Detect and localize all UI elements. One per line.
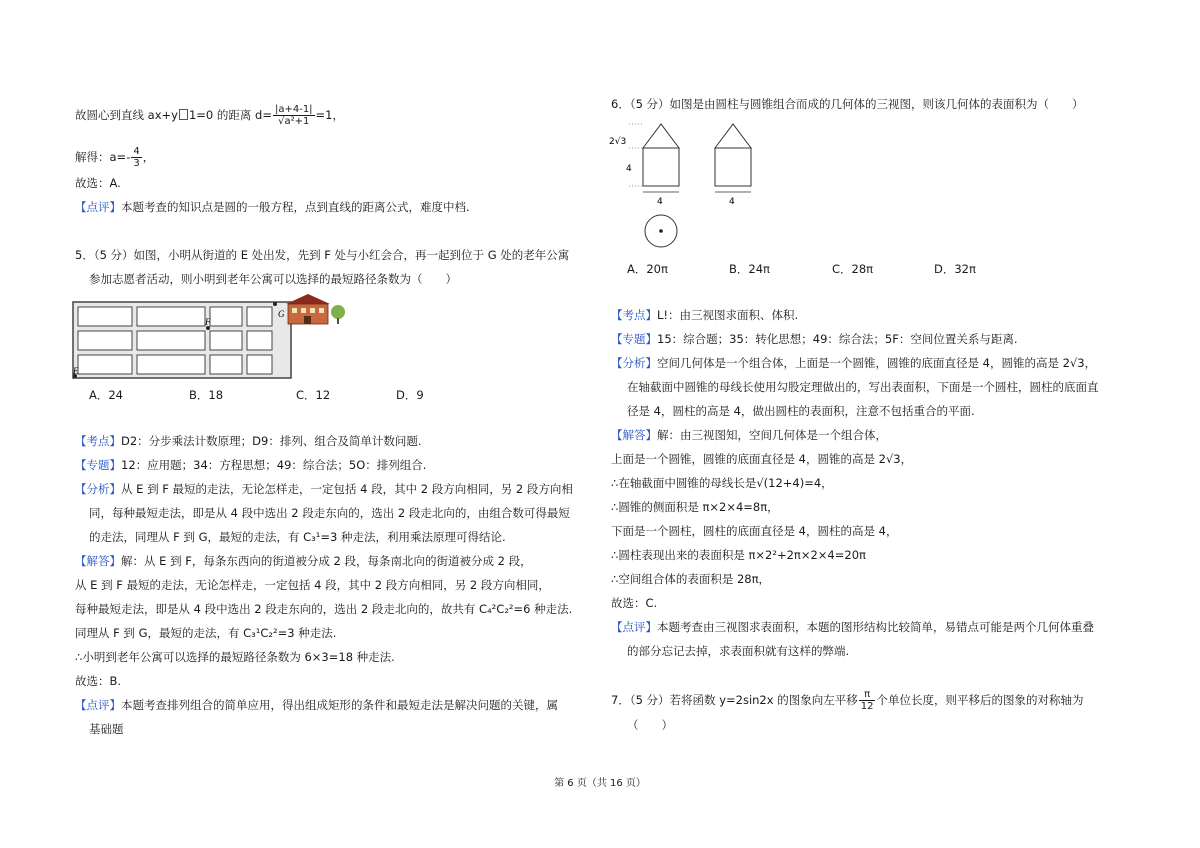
shift-fraction: $\frac{\pi}{12}$ bbox=[860, 689, 874, 712]
q4-solve-line: 解得：a=- $\frac{4}{3}$ ， bbox=[75, 146, 155, 169]
q5-option-d: D．9 bbox=[396, 388, 424, 402]
q6-jieda-line5: 下面是一个圆柱，圆柱的底面直径是 4，圆柱的高是 4， bbox=[611, 524, 898, 538]
q5-comment-line1: 【点评】本题考查排列组合的简单应用，得出组成矩形的条件和最短走法是解决问题的关键，属 bbox=[75, 698, 558, 712]
q6-fenxi-line2: 在轴截面中圆锥的母线长使用勾股定理做出的，写出表面积，下面是一个圆柱，圆柱的底面直 bbox=[627, 380, 1099, 394]
q7-stem-line1: 7．（5 分）若将函数 y=2sin2x 的图象向左平移 $\frac{\pi}{12}$ 个单位长度，则平移后的图象的对称轴为 bbox=[611, 689, 1084, 712]
q5-option-a: A．24 bbox=[89, 388, 124, 402]
q6-option-a: A．20π bbox=[627, 262, 668, 276]
q6-zhuanti: 【专题】15：综合题；35：转化思想；49：综合法；5F：空间位置关系与距离. bbox=[611, 332, 1018, 346]
q6-jieda-line3: ∴在轴截面中圆锥的母线长是√(12+4)=4， bbox=[611, 476, 833, 490]
q5-jieda-line5: ∴小明到老年公寓可以选择的最短路径条数为 6×3=18 种走法. bbox=[75, 650, 395, 664]
q6-jieda-line1: 【解答】解：由三视图知，空间几何体是一个组合体， bbox=[611, 428, 887, 442]
q6-comment-line2: 的部分忘记去掉，求表面积就有这样的弊端. bbox=[627, 644, 850, 658]
apartment-building-icon bbox=[286, 294, 345, 324]
q4-distance-line: 故圆心到直线 ax+y 1=0 的距离 d= $\frac{|a+4-1|}{\text{√a²+1}}$ =1， bbox=[75, 104, 344, 127]
q5-stem-line1: 5．（5 分）如图，小明从街道的 E 处出发，先到 F 处与小红会合，再一起到位于 G 处的老年公寓 bbox=[75, 248, 570, 262]
page-footer: 第 6 页（共 16 页） bbox=[554, 778, 646, 789]
label-front-width: 4 bbox=[657, 197, 663, 207]
q6-comment-line1: 【点评】本题考查由三视图求表面积，本题的图形结构比较简单，易错点可能是两个几何体重叠 bbox=[611, 620, 1094, 634]
q6-jieda-line2: 上面是一个圆锥，圆锥的底面直径是 4，圆锥的高是 2√3， bbox=[611, 452, 913, 466]
label-cone-height: 2√3 bbox=[609, 137, 627, 147]
label-f: F bbox=[205, 317, 211, 327]
q5-option-b: B．18 bbox=[189, 388, 224, 402]
q6-kaodian: 【考点】L!：由三视图求面积、体积. bbox=[611, 308, 799, 322]
q5-fenxi-line3: 的走法，同理从 F 到 G，最短的走法，有 C₃¹=3 种走法，利用乘法原理可得结论. bbox=[89, 530, 506, 544]
distance-fraction: $\frac{|a+4-1|}{\text{√a²+1}}$ bbox=[274, 104, 313, 127]
q4-comment: 【点评】本题考查的知识点是圆的一般方程，点到直线的距离公式，难度中档. bbox=[75, 200, 470, 214]
q5-jieda-line3: 每种最短走法，即是从 4 段中选出 2 段走东向的，选出 2 段走北向的，故共有 C₄²C₂²=6 种走法. bbox=[75, 602, 573, 616]
q5-zhuanti: 【专题】12：应用题；34：方程思想；49：综合法；5O：排列组合. bbox=[75, 458, 427, 472]
q6-jieda-line7: ∴空间组合体的表面积是 28π， bbox=[611, 572, 771, 586]
q5-comment-line2: 基础题 bbox=[89, 722, 124, 736]
q5-jieda-line1: 【解答】解：从 E 到 F，每条东西向的街道被分成 2 段，每条南北向的街道被分成 2 段， bbox=[75, 554, 532, 568]
q6-stem: 6．（5 分）如图是由圆柱与圆锥组合而成的几何体的三视图，则该几何体的表面积为（ ） bbox=[611, 97, 1084, 111]
q7-stem-line2: （ ） bbox=[627, 718, 673, 732]
q5-fenxi-line2: 同，每种最短走法，即是从 4 段中选出 2 段走东向的，选出 2 段走北向的，由组合数可得最短 bbox=[89, 506, 570, 520]
q5-jieda-line2: 从 E 到 F 最短的走法，无论怎样走，一定包括 4 段，其中 2 段方向相同，另 2 段方向相同， bbox=[75, 578, 550, 592]
q5-stem-line2: 参加志愿者活动，则小明到老年公寓可以选择的最短路径条数为（ ） bbox=[89, 272, 457, 286]
q5-fenxi-line1: 【分析】从 E 到 F 最短的走法，无论怎样走，一定包括 4 段，其中 2 段方向相同，另 2 段方向相 bbox=[75, 482, 573, 496]
three-view-figure bbox=[607, 120, 777, 252]
a-fraction: $\frac{4}{3}$ bbox=[133, 146, 140, 169]
label-e: E bbox=[73, 366, 79, 376]
q6-jieda-line6: ∴圆柱表现出来的表面积是 π×2²+2π×2×4=20π bbox=[611, 548, 866, 562]
q6-option-d: D．32π bbox=[934, 262, 976, 276]
street-grid-figure bbox=[72, 292, 350, 382]
q6-jieda-line4: ∴圆锥的侧面积是 π×2×4=8π， bbox=[611, 500, 779, 514]
label-cylinder-height: 4 bbox=[626, 164, 632, 174]
q6-fenxi-line1: 【分析】空间几何体是一个组合体，上面是一个圆锥，圆锥的底面直径是 4，圆锥的高是 2√3， bbox=[611, 356, 1097, 370]
q6-option-b: B．24π bbox=[729, 262, 770, 276]
q4-choice: 故选：A. bbox=[75, 176, 121, 190]
q6-choice: 故选：C. bbox=[611, 596, 658, 610]
q5-jieda-line4: 同理从 F 到 G，最短的走法，有 C₃¹C₂²=3 种走法. bbox=[75, 626, 337, 640]
label-side-width: 4 bbox=[729, 197, 735, 207]
q5-kaodian: 【考点】D2：分步乘法计数原理；D9：排列、组合及简单计数问题. bbox=[75, 434, 422, 448]
q5-choice: 故选：B. bbox=[75, 674, 122, 688]
q5-option-c: C．12 bbox=[296, 388, 331, 402]
q6-fenxi-line3: 径是 4，圆柱的高是 4，做出圆柱的表面积，注意不包括重合的平面. bbox=[627, 404, 975, 418]
label-g: G bbox=[278, 309, 285, 319]
q6-option-c: C．28π bbox=[832, 262, 874, 276]
